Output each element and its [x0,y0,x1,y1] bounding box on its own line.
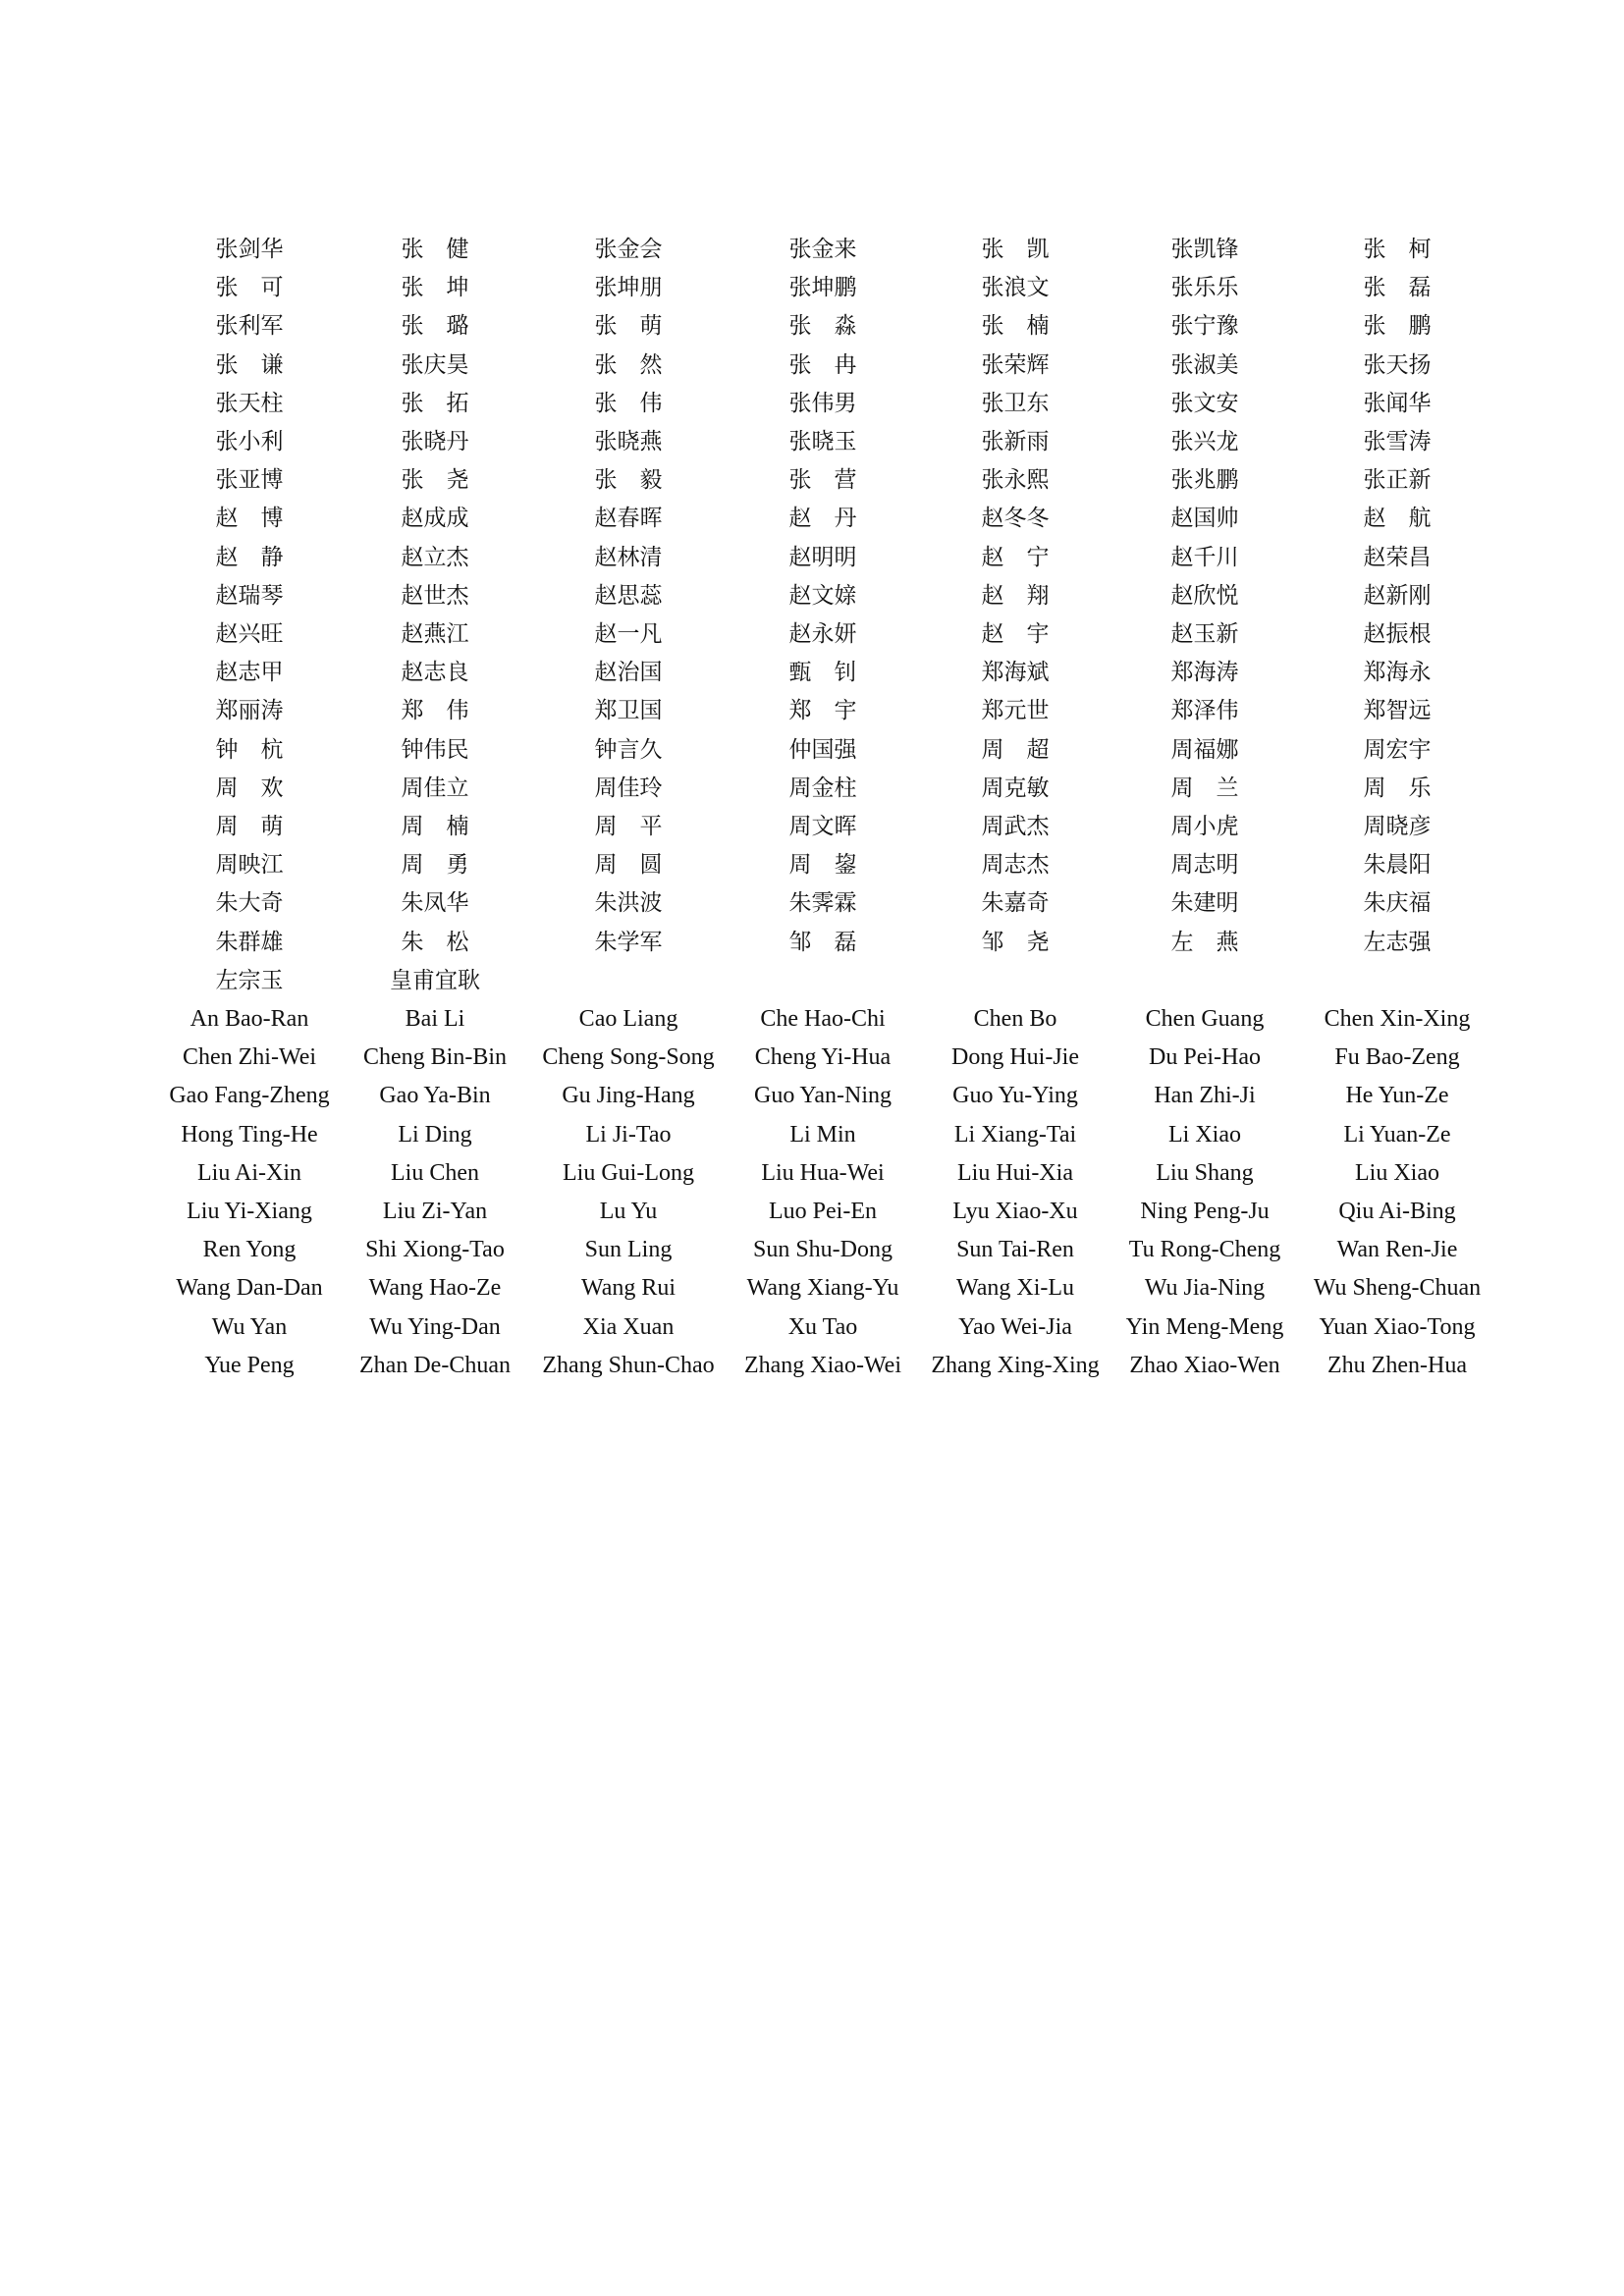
name-entry: 张天扬 [1363,351,1432,378]
name-entry: 张 然 [594,351,663,378]
name-entry: Liu Chen [391,1159,479,1186]
name-row [0,924,1624,962]
name-entry: 张剑华 [215,237,284,262]
name-entry: 甄 钊 [788,660,857,686]
name-entry: 张乐乐 [1170,275,1239,301]
name-entry: 赵千川 [1170,544,1239,570]
name-entry: He Yun-Ze [1345,1083,1449,1109]
name-row [0,615,1624,654]
name-entry: 赵志良 [401,660,469,686]
name-entry: Chen Bo [973,1006,1057,1032]
name-entry: 周 平 [594,814,663,839]
name-entry: Xia Xuan [582,1313,675,1340]
name-entry: 周志杰 [981,852,1050,879]
name-row [0,846,1624,884]
name-entry: Yin Meng-Meng [1125,1313,1284,1340]
name-entry: 张新雨 [981,429,1050,454]
name-entry: 张 磊 [1363,275,1432,301]
name-entry: 钟伟民 [401,736,469,763]
name-row [0,808,1624,846]
name-entry: 朱大奇 [215,890,284,917]
name-entry: 赵燕江 [401,621,469,647]
name-entry: 赵玉新 [1170,621,1239,647]
name-entry: 赵世杰 [401,582,469,609]
name-entry: 张 健 [401,237,469,262]
name-entry: 朱庆福 [1363,890,1432,917]
name-row [0,385,1624,423]
name-entry: Lu Yu [599,1199,658,1224]
name-entry: 周武杰 [981,814,1050,839]
name-entry: Liu Ai-Xin [197,1159,301,1186]
name-entry: Wu Sheng-Chuan [1313,1275,1482,1302]
name-entry: Li Yuan-Ze [1343,1121,1451,1148]
name-entry: Gao Ya-Bin [379,1083,491,1109]
name-entry: Hong Ting-He [181,1121,318,1148]
name-entry: 周志明 [1170,852,1239,879]
name-row [0,1116,1624,1154]
name-row [0,1154,1624,1193]
name-entry: Wan Ren-Jie [1336,1237,1458,1263]
name-entry: Cao Liang [578,1006,678,1032]
name-entry: Sun Shu-Dong [752,1237,893,1263]
name-entry: Du Pei-Hao [1149,1044,1261,1071]
name-entry: Zhang Xiao-Wei [743,1352,902,1378]
name-entry: 郑海涛 [1170,660,1239,686]
name-entry: 张利军 [215,313,284,340]
name-entry: Chen Guang [1145,1006,1265,1032]
name-entry: 周 乐 [1363,774,1432,801]
name-entry: 张兴龙 [1170,429,1239,454]
name-entry: Liu Shang [1156,1159,1254,1186]
name-entry: 钟 杭 [215,736,284,763]
name-entry: 张 毅 [594,467,663,494]
name-entry: 赵欣悦 [1170,582,1239,609]
name-entry: 张 尧 [401,467,469,494]
name-entry: 张宁豫 [1170,313,1239,340]
name-row [0,884,1624,923]
name-entry: 张 营 [788,467,857,494]
name-entry: 朱学军 [594,929,663,955]
name-entry: 周 欢 [215,774,284,801]
name-entry: 左宗玉 [215,967,284,993]
name-entry: 张小利 [215,429,284,454]
name-entry: 赵新刚 [1363,582,1432,609]
name-entry: 周 圆 [594,852,663,879]
name-entry: 郑智远 [1363,698,1432,724]
name-entry: 张 凯 [981,237,1050,262]
name-entry: Qiu Ai-Bing [1338,1199,1456,1224]
name-entry: Gao Fang-Zheng [169,1083,330,1109]
name-entry: Wang Dan-Dan [176,1275,323,1302]
name-entry: Zhang Shun-Chao [542,1352,715,1378]
name-entry: 张 伟 [594,390,663,416]
name-entry: Li Ding [398,1121,472,1148]
name-row [0,962,1624,1000]
name-entry: 邹 磊 [788,929,857,955]
name-entry: 朱晨阳 [1363,852,1432,879]
name-entry: 张天柱 [215,390,284,416]
name-entry: Chen Xin-Xing [1324,1006,1471,1032]
name-entry: 赵治国 [594,660,663,686]
name-entry: 周 萌 [215,814,284,839]
name-entry: 张金来 [788,237,857,262]
name-entry: 赵永妍 [788,621,857,647]
name-entry: Li Xiao [1168,1121,1241,1148]
name-row [0,1039,1624,1077]
name-entry: 赵文媇 [788,582,857,609]
name-entry: 张兆鹏 [1170,467,1239,494]
name-entry: Liu Hua-Wei [761,1159,885,1186]
name-entry: Wang Rui [580,1275,677,1302]
name-row [0,307,1624,346]
name-entry: 张庆昊 [401,351,469,378]
name-entry: 郑卫国 [594,698,663,724]
name-entry: 赵春晖 [594,506,663,532]
name-entry: 周 鋆 [788,852,857,879]
name-entry: Wu Yan [211,1313,288,1340]
name-entry: 张亚博 [215,467,284,494]
name-entry: Ning Peng-Ju [1140,1199,1270,1224]
name-row [0,770,1624,808]
name-entry: 赵国帅 [1170,506,1239,532]
name-entry: 赵兴旺 [215,621,284,647]
name-entry: Sun Tai-Ren [956,1237,1074,1263]
name-entry: Wang Xiang-Yu [746,1275,899,1302]
name-entry: Shi Xiong-Tao [365,1237,505,1263]
name-entry: Cheng Yi-Hua [754,1044,892,1071]
name-entry: 张荣辉 [981,351,1050,378]
name-entry: 周小虎 [1170,814,1239,839]
name-entry: 朱 松 [401,929,469,955]
name-entry: 周文晖 [788,814,857,839]
name-row [0,461,1624,500]
name-entry: 周映江 [215,852,284,879]
name-entry: 张坤朋 [594,275,663,301]
name-entry: 张晓燕 [594,429,663,454]
name-entry: 郑丽涛 [215,698,284,724]
name-row [0,577,1624,615]
name-entry: Chen Zhi-Wei [182,1044,317,1071]
name-entry: Liu Xiao [1355,1159,1439,1186]
name-entry: 赵志甲 [215,660,284,686]
name-row [0,1231,1624,1269]
name-entry: An Bao-Ran [189,1006,309,1032]
name-entry: 张闻华 [1363,390,1432,416]
name-entry: 赵 航 [1363,506,1432,532]
name-row [0,500,1624,538]
name-entry: Lyu Xiao-Xu [952,1199,1078,1224]
name-entry: Wang Xi-Lu [955,1275,1075,1302]
name-entry: Li Min [789,1121,856,1148]
name-entry: Yuan Xiao-Tong [1319,1313,1476,1340]
name-row [0,539,1624,577]
name-row [0,1000,1624,1039]
name-entry: 朱凤华 [401,890,469,917]
name-entry: Wu Jia-Ning [1144,1275,1266,1302]
name-entry: 周 兰 [1170,774,1239,801]
name-row [0,269,1624,307]
name-entry: 张正新 [1363,467,1432,494]
name-entry: 张坤鹏 [788,275,857,301]
name-entry: 周佳玲 [594,774,663,801]
name-entry: 赵一凡 [594,621,663,647]
name-entry: 张伟男 [788,390,857,416]
name-entry: 张 璐 [401,313,469,340]
name-entry: 钟言久 [594,736,663,763]
name-entry: 张永熙 [981,467,1050,494]
name-entry: 郑海永 [1363,660,1432,686]
name-entry: 赵立杰 [401,544,469,570]
name-entry: Sun Ling [584,1237,673,1263]
name-entry: Ren Yong [202,1237,297,1263]
name-entry: 赵冬冬 [981,506,1050,532]
name-entry: 邹 尧 [981,929,1050,955]
name-entry: 周晓彦 [1363,814,1432,839]
name-entry: 赵荣昌 [1363,544,1432,570]
name-entry: 周金柱 [788,774,857,801]
name-entry: 郑元世 [981,698,1050,724]
name-entry: 张晓玉 [788,429,857,454]
name-entry: 赵瑞琴 [215,582,284,609]
name-entry: 赵 宁 [981,544,1050,570]
name-entry: 张 淼 [788,313,857,340]
name-entry: Cheng Song-Song [542,1044,715,1071]
name-row [0,1308,1624,1347]
name-entry: 左志强 [1363,929,1432,955]
name-entry: 周 勇 [401,852,469,879]
name-entry: 张 冉 [788,351,857,378]
name-entry: Guo Yu-Ying [952,1083,1078,1109]
name-entry: 赵明明 [788,544,857,570]
name-entry: Cheng Bin-Bin [362,1044,508,1071]
name-row [0,1269,1624,1308]
name-entry: 张 可 [215,275,284,301]
name-entry: Wu Ying-Dan [369,1313,501,1340]
name-row [0,423,1624,461]
name-row [0,692,1624,730]
name-entry: Liu Yi-Xiang [187,1199,312,1224]
name-entry: 赵 宇 [981,621,1050,647]
name-entry: 赵振根 [1363,621,1432,647]
name-entry: Guo Yan-Ning [753,1083,893,1109]
name-entry: Tu Rong-Cheng [1128,1237,1281,1263]
name-entry: 张 萌 [594,313,663,340]
name-entry: Wang Hao-Ze [368,1275,502,1302]
name-entry: 张凯锋 [1170,237,1239,262]
name-entry: 张卫东 [981,390,1050,416]
name-entry: Han Zhi-Ji [1154,1083,1256,1109]
name-entry: 左 燕 [1170,929,1239,955]
name-row [0,1347,1624,1385]
name-entry: 赵成成 [401,506,469,532]
name-entry: Liu Hui-Xia [957,1159,1073,1186]
name-entry: 赵林清 [594,544,663,570]
name-row [0,1193,1624,1231]
name-row [0,654,1624,692]
name-entry: 朱建明 [1170,890,1239,917]
name-entry: 赵思蕊 [594,582,663,609]
name-entry: 郑海斌 [981,660,1050,686]
name-row [0,347,1624,385]
name-entry: Fu Bao-Zeng [1334,1044,1460,1071]
name-entry: Dong Hui-Jie [951,1044,1079,1071]
name-entry: Zhan De-Chuan [359,1352,511,1378]
name-entry: Yao Wei-Jia [958,1313,1072,1340]
name-entry: 赵 丹 [788,506,857,532]
name-entry: 郑 宇 [788,698,857,724]
name-entry: 张金会 [594,237,663,262]
name-entry: 张 拓 [401,390,469,416]
name-entry: 张晓丹 [401,429,469,454]
name-entry: 朱洪波 [594,890,663,917]
name-entry: 周 楠 [401,814,469,839]
name-entry: 赵 翔 [981,582,1050,609]
name-entry: Luo Pei-En [769,1199,877,1224]
name-entry: Li Ji-Tao [585,1121,672,1148]
name-entry: 张 鹏 [1363,313,1432,340]
name-entry: 周克敏 [981,774,1050,801]
name-entry: Che Hao-Chi [760,1006,886,1032]
name-row [0,231,1624,269]
name-entry: 张文安 [1170,390,1239,416]
name-entry: 周佳立 [401,774,469,801]
name-entry: Yue Peng [204,1352,295,1378]
name-entry: Zhao Xiao-Wen [1129,1352,1280,1378]
name-entry: Zhang Xing-Xing [931,1352,1100,1378]
name-entry: 朱霁霖 [788,890,857,917]
name-entry: Liu Gui-Long [563,1159,694,1186]
name-entry: 赵 博 [215,506,284,532]
name-entry: 张雪涛 [1363,429,1432,454]
name-entry: 张浪文 [981,275,1050,301]
name-row [0,731,1624,770]
name-entry: 周福娜 [1170,736,1239,763]
name-entry: 张 柯 [1363,237,1432,262]
name-entry: 仲国强 [788,736,857,763]
name-entry: Li Xiang-Tai [953,1121,1077,1148]
name-entry: 赵 静 [215,544,284,570]
name-entry: 张 坤 [401,275,469,301]
name-entry: 张 谦 [215,351,284,378]
name-row [0,1077,1624,1115]
name-entry: Gu Jing-Hang [562,1083,695,1109]
name-entry: 周 超 [981,736,1050,763]
name-entry: Zhu Zhen-Hua [1327,1352,1467,1378]
name-entry: 周宏宇 [1363,736,1432,763]
name-entry: 郑 伟 [401,698,469,724]
name-entry: Bai Li [405,1006,465,1032]
name-entry: 朱嘉奇 [981,890,1050,917]
name-entry: Liu Zi-Yan [382,1199,488,1224]
name-entry: Xu Tao [787,1313,858,1340]
name-entry: 皇甫宜耿 [390,967,480,993]
name-entry: 张淑美 [1170,351,1239,378]
name-entry: 张 楠 [981,313,1050,340]
name-entry: 郑泽伟 [1170,698,1239,724]
name-entry: 朱群雄 [215,929,284,955]
